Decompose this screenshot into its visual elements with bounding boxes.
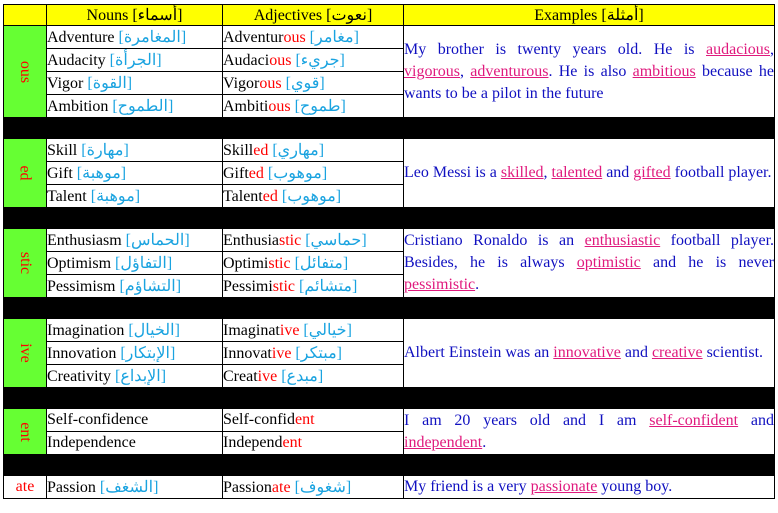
noun-cell: Ambition [الطموح] [47,95,223,118]
suffix-label-ed: ed [4,139,47,208]
example-cell-ed: Leo Messi is a skilled, talented and gifted football player. [404,139,775,208]
noun-cell: Innovation [الإبتكار] [47,342,223,365]
noun-cell: Gift [موهبة] [47,162,223,185]
noun-cell: Enthusiasm [الحماس] [47,229,223,252]
header-examples: Examples [أمثلة] [404,5,775,26]
adjective-cell: Creative [مبدع] [223,365,404,388]
adjective-cell: Vigorous [قوي] [223,72,404,95]
adjective-cell: Passionate [شغوف] [223,476,404,499]
adjective-cell: Self-confident [223,409,404,432]
separator-row [4,118,775,139]
adjective-cell: Pessimistic [متشائم] [223,275,404,298]
adjective-cell: Gifted [موهوب] [223,162,404,185]
example-cell-stic: Cristiano Ronaldo is an enthusiastic football player. Besides, he is always optimistic and he is never pessimistic. [404,229,775,298]
table-row [4,319,775,342]
adjective-cell: Adventurous [مغامر] [223,26,404,49]
adjective-cell: Optimistic [متفائل] [223,252,404,275]
separator-row [4,455,775,476]
noun-cell: Skill [مهارة] [47,139,223,162]
example-cell-ous: My brother is twenty years old. He is audacious, vigorous, adventurous. He is also ambitious because he wants to be a pilot in the future [404,26,775,118]
suffix-label-ate: ate [4,476,47,499]
suffix-label-stic: stic [4,229,47,298]
vocabulary-table [3,4,775,499]
header-adjectives: Adjectives [نعوت] [223,5,404,26]
example-cell-ent: I am 20 years old and I am self-confident and independent. [404,409,775,455]
table-row [4,26,775,49]
noun-cell: Self-confidence [47,409,223,432]
noun-cell: Optimism [التفاؤل] [47,252,223,275]
table-row [4,476,775,499]
noun-cell: Passion [الشغف] [47,476,223,499]
separator-row [4,388,775,409]
adjective-cell: Imaginative [خيالي] [223,319,404,342]
adjective-cell: Skilled [مهاري] [223,139,404,162]
noun-cell: Imagination [الخيال] [47,319,223,342]
separator-row [4,208,775,229]
header-suffix-cell [4,5,47,26]
example-cell-ate: My friend is a very passionate young boy. [404,476,775,499]
adjective-cell: Talented [موهوب] [223,185,404,208]
header-nouns: Nouns [أسماء] [47,5,223,26]
adjective-cell: Ambitious [طموح] [223,95,404,118]
noun-cell: Creativity [الإبداع] [47,365,223,388]
noun-cell: Audacity [الجرأة] [47,49,223,72]
adjective-cell: Innovative [مبتكر] [223,342,404,365]
table-row [4,409,775,432]
noun-cell: Adventure [المغامرة] [47,26,223,49]
noun-cell: Independence [47,432,223,455]
adjective-cell: Enthusiastic [حماسي] [223,229,404,252]
example-cell-ive: Albert Einstein was an innovative and creative scientist. [404,319,775,388]
noun-cell: Pessimism [التشاؤم] [47,275,223,298]
adjective-cell: Independent [223,432,404,455]
noun-cell: Vigor [القوة] [47,72,223,95]
suffix-label-ous: ous [4,26,47,118]
adjective-cell: Audacious [جريء] [223,49,404,72]
table-row [4,229,775,252]
suffix-label-ive: ive [4,319,47,388]
header-row [4,5,775,26]
noun-cell: Talent [موهبة] [47,185,223,208]
separator-row [4,298,775,319]
table-row [4,139,775,162]
suffix-label-ent: ent [4,409,47,455]
